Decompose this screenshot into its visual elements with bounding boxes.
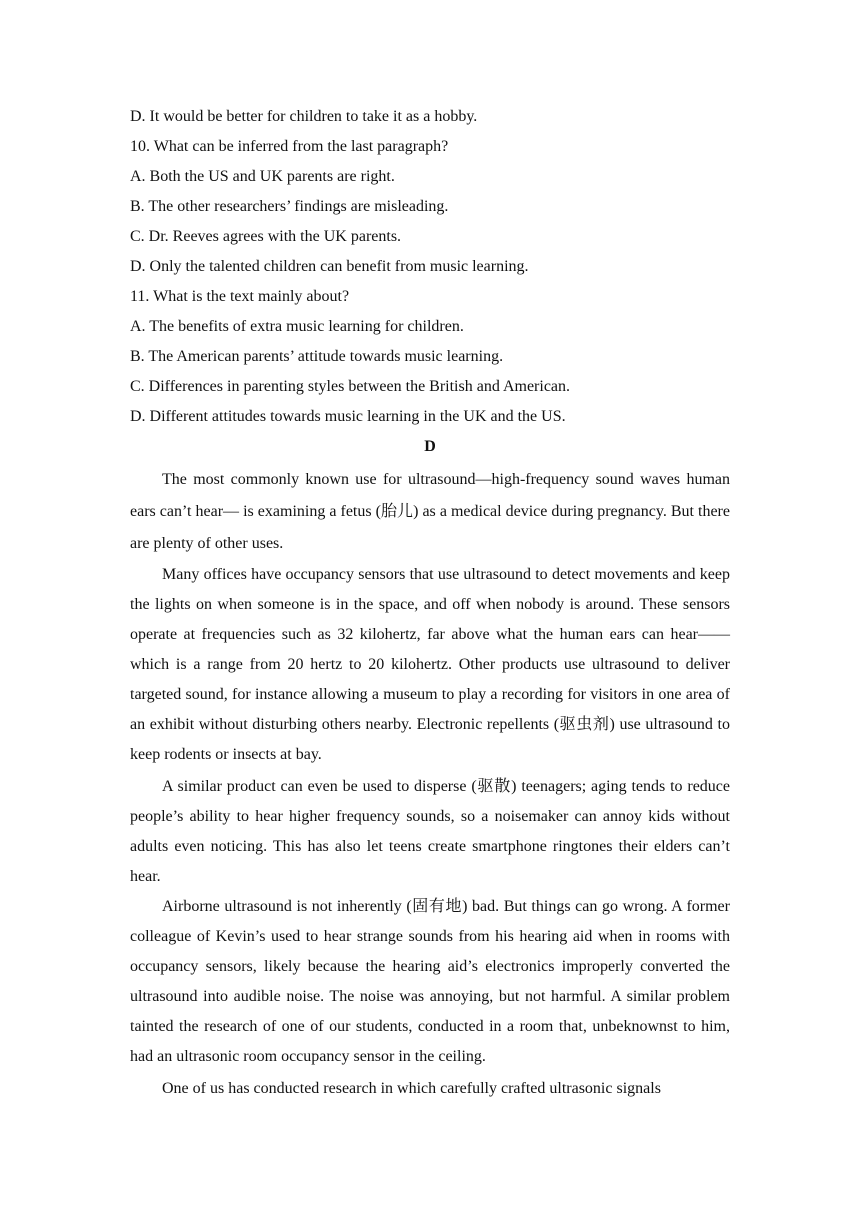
question-option: A. The benefits of extra music learning for children. [130,318,464,335]
question-option: D. It would be better for children to take it as a hobby. [130,108,478,125]
question-option: B. The other researchers’ findings are misleading. [130,198,449,215]
passage-paragraph: A similar product can even be used to disperse (驱散) teenagers; aging tends to reduce people’s ability to hear higher frequency sounds, so a noisemaker can annoy kids without adults even noticing. This has also let teens create smartphone ringtones their elders can’t hear. [130,778,730,885]
section-heading: D [424,438,436,455]
question-option: C. Differences in parenting styles between the British and American. [130,378,571,395]
document-page [130,102,730,1104]
passage-paragraph: Airborne ultrasound is not inherently (固有地) bad. But things can go wrong. A former colleague of Kevin’s used to hear strange sounds from his hearing aid when in rooms with occupancy sensors, likely because the hearing aid’s electronics improperly converted the ultrasound into audible noise. The noise was annoying, but not harmful. A similar problem tainted the research of one of our students, conducted in a room that, unbeknownst to him, had an ultrasonic room occupancy sensor in the ceiling. [130,898,730,1065]
question-list [130,102,730,432]
passage-paragraph: The most commonly known use for ultrasound—high-frequency sound waves human ears can’t hear— is examining a fetus (胎儿) as a medical device during pregnancy. But there are plenty of other uses. [130,471,730,552]
question-option: B. The American parents’ attitude towards music learning. [130,348,504,365]
passage-paragraph: One of us has conducted research in which carefully crafted ultrasonic signals [162,1080,661,1097]
question-option: A. Both the US and UK parents are right. [130,168,395,185]
question-option: D. Different attitudes towards music learning in the UK and the US. [130,408,566,425]
question-option: C. Dr. Reeves agrees with the UK parents. [130,228,402,245]
passage-paragraph: Many offices have occupancy sensors that use ultrasound to detect movements and keep the lights on when someone is in the space, and off when nobody is around. These sensors operate at frequencies such as 32 kilohertz, far above what the human ears can hear——which is a range from 20 hertz to 20 kilohertz. Other products use ultrasound to deliver targeted sound, for instance allowing a museum to play a recording for visitors in one area of an exhibit without disturbing others nearby. Electronic repellents (驱虫剂) use ultrasound to keep rodents or insects at bay. [130,566,730,763]
question-stem: 11. What is the text mainly about? [130,288,350,305]
question-stem: 10. What can be inferred from the last paragraph? [130,138,449,155]
question-option: D. Only the talented children can benefit from music learning. [130,258,529,275]
passage [130,464,730,1104]
